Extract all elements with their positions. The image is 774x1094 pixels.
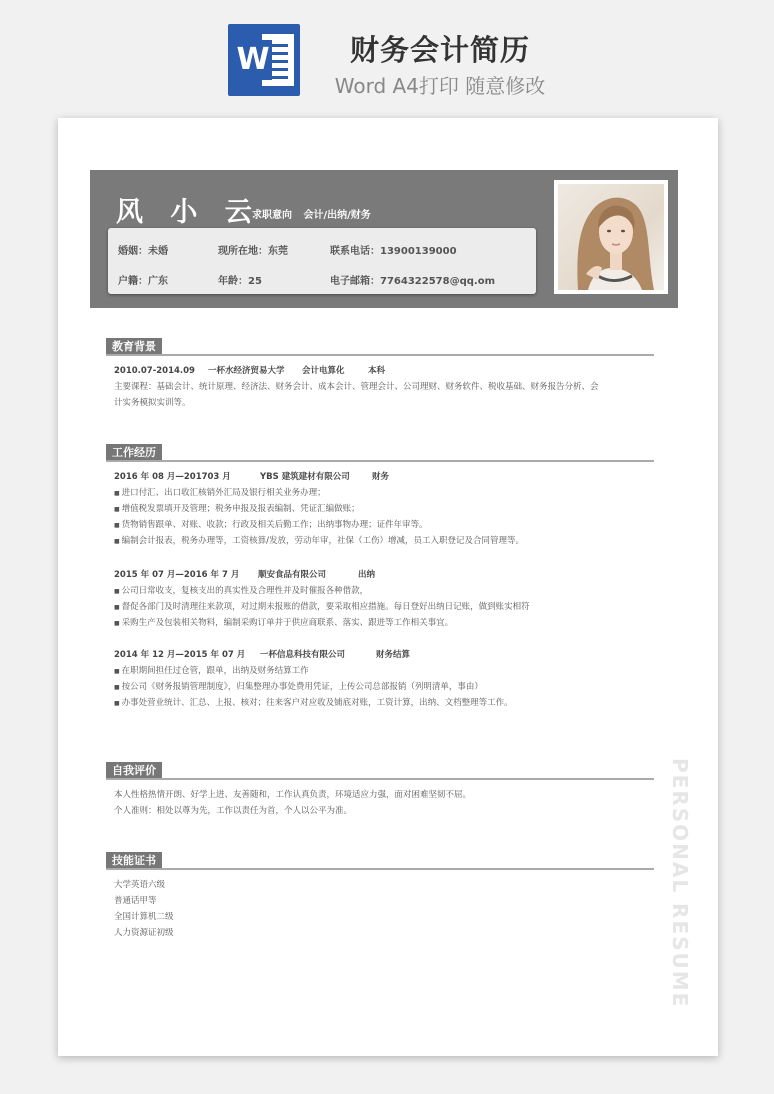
job-company: 顺安食品有限公司 [258, 570, 327, 580]
job-intent-value: 会计/出纳/财务 [303, 210, 371, 221]
self-eval-line: 本人性格热情开朗、好学上进、友善随和，工作认真负责，环境适应力强，面对困难坚韧不屈。 [114, 790, 472, 800]
job-intent [252, 206, 379, 221]
job-intent-label: 求职意向 [252, 210, 292, 221]
job-period: 2015 年 07 月—2016 年 7 月 [114, 570, 240, 580]
marriage-status: 婚姻：未婚 [118, 246, 168, 257]
profile-photo [558, 184, 664, 290]
section-title-work: 工作经历 [106, 444, 162, 462]
profile-header [90, 170, 678, 308]
section-divider [106, 354, 654, 356]
skill-item: 大学英语六级 [114, 880, 166, 890]
section-divider [106, 868, 654, 870]
education-period: 2010.07-2014.09 [114, 366, 195, 376]
job-duty-item: ■ 货物销售跟单、对账、收款；行政及相关后勤工作；出纳事物办理；证件年审等。 [114, 518, 428, 533]
job-role: 出纳 [358, 570, 376, 580]
job-duty-item: ■ 督促各部门及时清理往来款项，对过期未报账的借款，要采取相应措施。每日登好出纳日记账，做到账实相符 [114, 600, 530, 615]
candidate-name: 风 小 云 [116, 197, 261, 228]
job-duty-item: ■ 办事处营业统计、汇总、上报、核对；往来客户对应收及铺底对账，工资计算，出纳、文档整理等工作。 [114, 696, 513, 711]
job-role: 财务 [372, 472, 390, 482]
job-period: 2014 年 12 月—2015 年 07 月 [114, 650, 246, 660]
job-duty-item: ■ 在职期间担任过仓管，跟单，出纳及财务结算工作 [114, 664, 309, 679]
education-courses-line2: 计实务模拟实训等。 [114, 398, 191, 408]
job-period: 2016 年 08 月—201703 月 [114, 472, 231, 482]
education-degree: 本科 [368, 366, 386, 376]
hukou: 户籍：广东 [118, 276, 168, 287]
section-title-self-eval: 自我评价 [106, 762, 162, 780]
skill-item: 人力资源证初级 [114, 928, 174, 938]
job-duty-item: ■ 编制会计报表，税务办理等，工资核算/发放，劳动年审，社保（工伤）增减，员工入职登记及合同管理等。 [114, 534, 524, 549]
section-title-education: 教育背景 [106, 338, 162, 356]
job-duty-item: ■ 增值税发票填开及管理；税务申报及报表编制、凭证汇编做账； [114, 502, 360, 517]
section-divider [106, 460, 654, 462]
education-major: 会计电算化 [302, 366, 345, 376]
banner-subtitle: Word A4打印 随意修改 [334, 74, 546, 98]
skill-item: 全国计算机二级 [114, 912, 174, 922]
age: 年龄：25 [218, 276, 262, 287]
education-school: 一杯水经济贸易大学 [208, 366, 285, 376]
job-company: 一杯信息科技有限公司 [260, 650, 346, 660]
job-company: YBS 建筑建材有限公司 [260, 472, 350, 482]
profile-photo-frame [554, 180, 668, 294]
skill-item: 普通话甲等 [114, 896, 157, 906]
current-location: 现所在地：东莞 [218, 246, 288, 257]
job-duty-item: ■ 公司日常收支，复核支出的真实性及合理性并及时催报各种借款， [114, 584, 368, 599]
education-courses-line1: 主要课程：基础会计、统计原理、经济法、财务会计、成本会计、管理会计、公司理财、财务软件、税收基础、财务报告分析、会 [114, 382, 599, 392]
section-divider [106, 778, 654, 780]
word-letter: W [234, 40, 272, 80]
job-duty-item: ■ 按公司《财务报销管理制度》，归集整理办事处费用凭证，上传公司总部报销（列明清单，事由） [114, 680, 483, 695]
personal-resume-watermark: PERSONAL RESUME [668, 758, 692, 1009]
email: 电子邮箱：7764322578@qq.om [330, 276, 495, 287]
banner-title: 财务会计简历 [349, 33, 530, 67]
resume-page [58, 118, 718, 1056]
personal-info-box [108, 228, 536, 294]
job-duty-item: ■ 采购生产及包装相关物料，编制采购订单并于供应商联系、落实、跟进等工作相关事宜。 [114, 616, 453, 631]
job-duty-item: ■ 进口付汇、出口收汇核销外汇局及银行相关业务办理； [114, 486, 326, 501]
job-role: 财务结算 [376, 650, 411, 660]
section-title-skills: 技能证书 [106, 852, 162, 870]
word-logo-icon [228, 24, 300, 96]
self-eval-line: 个人准则：相处以尊为先，工作以责任为首，个人以公平为准。 [114, 806, 353, 816]
phone-number: 联系电话：13900139000 [330, 246, 457, 257]
